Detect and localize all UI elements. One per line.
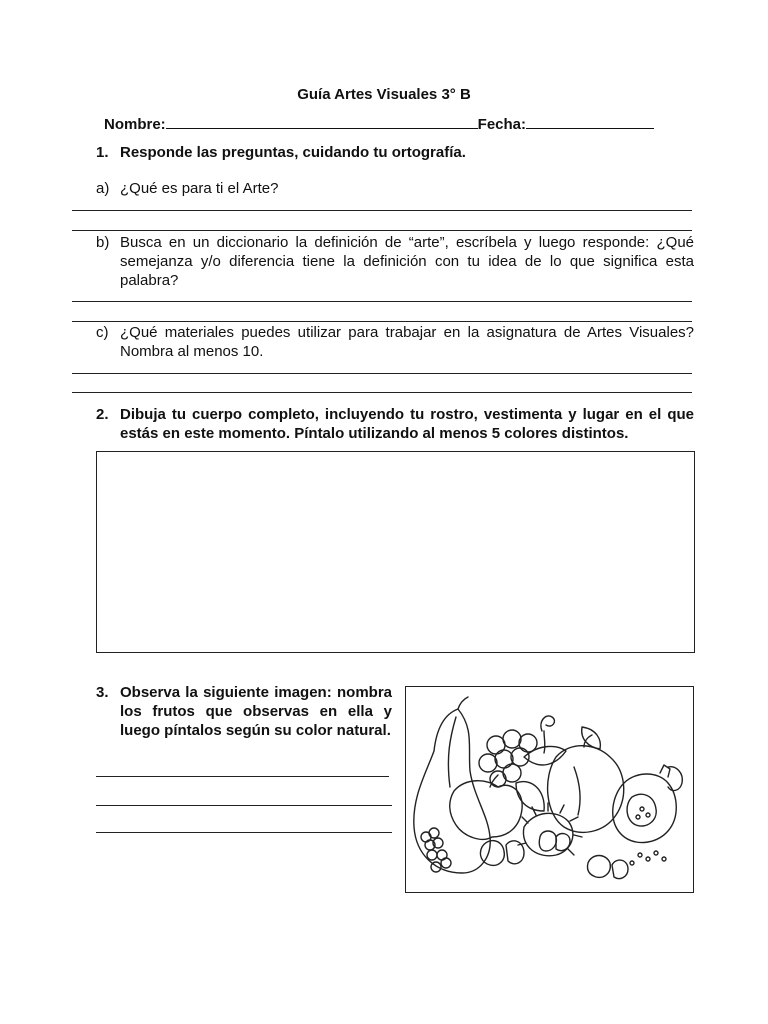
- question-3-text: Observa la siguiente imagen: nombra los frutos que observas en ella y luego píntalos según su color natural.: [120, 684, 392, 739]
- question-1b-letter: b): [96, 234, 110, 251]
- answer-line[interactable]: [72, 392, 692, 393]
- question-1c-letter: c): [96, 324, 109, 341]
- question-1a-letter: a): [96, 180, 110, 197]
- question-2-text: Dibuja tu cuerpo completo, incluyendo tu rostro, vestimenta y lugar en el que estás en este momento. Píntalo utilizando al menos 5 colores distintos.: [120, 406, 694, 442]
- answer-line[interactable]: [72, 210, 692, 211]
- answer-line[interactable]: [96, 832, 392, 833]
- question-1b-text: Busca en un diccionario la definición de “arte”, escríbela y luego responde: ¿Qué semejanza y/o diferencia tiene la definición con tu idea de lo que significa esta palabra?: [120, 234, 694, 289]
- answer-line[interactable]: [96, 776, 389, 777]
- answer-line[interactable]: [72, 321, 692, 322]
- question-1a-text: ¿Qué es para ti el Arte?: [120, 180, 279, 197]
- page-title: Guía Artes Visuales 3° B: [297, 86, 471, 103]
- drawing-box[interactable]: [96, 451, 695, 653]
- date-label: Fecha:: [477, 116, 527, 133]
- answer-line[interactable]: [96, 805, 392, 806]
- question-1-number: 1.: [96, 144, 109, 161]
- question-2-number: 2.: [96, 406, 109, 423]
- name-date-line: [104, 114, 654, 133]
- name-label: Nombre:: [104, 116, 166, 133]
- fruit-illustration-icon: [406, 687, 693, 892]
- name-field[interactable]: [166, 114, 478, 129]
- answer-line[interactable]: [72, 230, 692, 231]
- question-3-number: 3.: [96, 684, 109, 701]
- fruit-illustration-frame: [405, 686, 694, 893]
- answer-line[interactable]: [72, 301, 692, 302]
- question-1-text: Responde las preguntas, cuidando tu ortografía.: [120, 144, 466, 161]
- question-1c-text: ¿Qué materiales puedes utilizar para trabajar en la asignatura de Artes Visuales? Nombra al menos 10.: [120, 324, 694, 360]
- answer-line[interactable]: [72, 373, 692, 374]
- date-field[interactable]: [526, 114, 654, 129]
- question-1: [96, 143, 109, 162]
